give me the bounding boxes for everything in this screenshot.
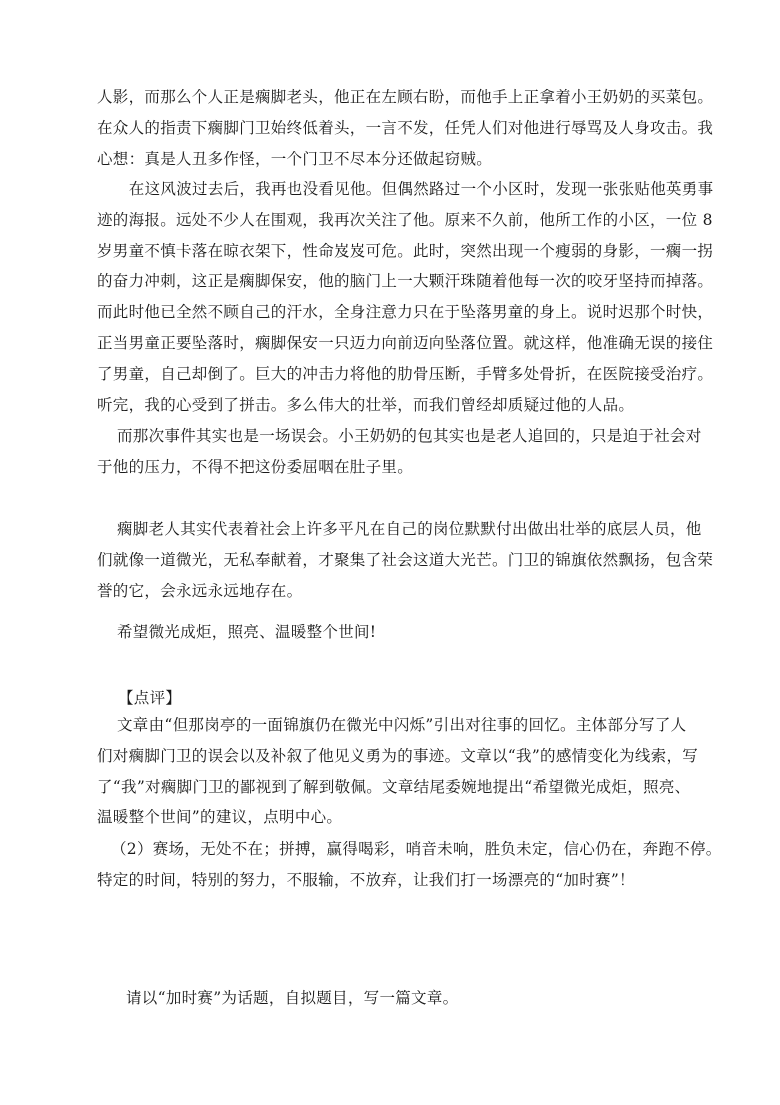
text-line: 希望微光成炬，照亮、温暖整个世间!	[117, 623, 377, 641]
text-line: 岁男童不慎卡落在晾衣架下，性命岌岌可危。此时，突然出现一个瘦弱的身影，一瘸一拐	[97, 241, 714, 260]
text-line: 了男童，自己却倒了。巨大的冲击力将他的肋骨压断，手臂多处骨折，在医院接受治疗。	[97, 364, 714, 383]
text-line: 在众人的指责下瘸脚门卫始终低着头，一言不发，任凭人们对他进行辱骂及人身攻击。我	[97, 118, 714, 137]
text-line: 誉的它，会永远永远地存在。	[97, 581, 303, 600]
review-heading: 【点评】	[118, 689, 182, 707]
text-line: 听完，我的心受到了拼击。多么伟大的壮举，而我们曾经却质疑过他的人品。	[97, 395, 635, 414]
text-line: 人影，而那么个人正是瘸脚老头，他正在左顾右盼，而他手上正拿着小王奶奶的买菜包。	[97, 88, 714, 106]
text-line: 心想：真是人丑多作怪，一个门卫不尽本分还做起窃贼。	[97, 149, 493, 168]
text-line: 了“我”对瘸脚门卫的鄙视到了解到敬佩。文章结尾委婉地提出“希望微光成炬，照亮、	[97, 777, 691, 796]
paragraph-3	[97, 421, 702, 483]
text-line: 特定的时间，特别的努力，不服输，不放弃，让我们打一场漂亮的“加时赛”！	[97, 870, 635, 889]
text-line: 迹的海报。远处不少人在围观，我再次关注了他。原来不久前，他所工作的小区，一位 8	[97, 210, 713, 229]
text-line: 于他的压力，不得不把这份委屈咽在肚子里。	[97, 457, 414, 476]
text-line: 瘸脚老人其实代表着社会上许多平凡在自己的岗位默默付出做出壮举的底层人员，他	[117, 520, 702, 538]
text-line: 们对瘸脚门卫的误会以及补叙了他见义勇为的事迹。文章以“我”的感情变化为线索，写	[97, 746, 699, 765]
review-paragraph	[97, 710, 697, 833]
paragraph-1	[97, 82, 714, 174]
text-line: 而此时他已全然不顾自己的汗水，全身注意力只在于坠落男童的身上。说时迟那个时快，	[97, 303, 714, 322]
paragraph-2	[97, 174, 714, 420]
text-line: 而那次事件其实也是一场误会。小王奶奶的包其实也是老人追回的，只是迫于社会对	[117, 427, 702, 445]
text-line: （2）赛场，无处不在；拼搏，赢得喝彩，哨音未响，胜负未定，信心仍在，奔跑不停。	[111, 840, 722, 858]
text-line: 的奋力冲刺，这正是瘸脚保安，他的脑门上一大颗汗珠随着他每一次的咬牙坚持而掉落。	[97, 272, 714, 291]
writing-prompt: 请以“加时赛”为话题，自拟题目，写一篇文章。	[126, 989, 459, 1007]
text-line: 温暖整个世间”的建议，点明中心。	[97, 808, 343, 827]
text-line: 在这风波过去后，我再也没看见他。但偶然路过一个小区时，发现一张张贴他英勇事	[113, 180, 714, 198]
text-line: 文章由“但那岗亭的一面锦旗仍在微光中闪烁”引出对往事的回忆。主体部分写了人	[117, 716, 687, 734]
text-line: 们就像一道微光，无私奉献着，才聚集了社会这道大光芒。门卫的锦旗依然飘扬，包含荣	[97, 550, 714, 569]
question-2	[97, 834, 722, 896]
text-line: 正当男童正要坠落时，瘸脚保安一只迈力向前迈向坠落位置。就这样，他准确无误的接住	[97, 333, 714, 352]
paragraph-5	[97, 617, 697, 648]
paragraph-4	[97, 514, 714, 606]
